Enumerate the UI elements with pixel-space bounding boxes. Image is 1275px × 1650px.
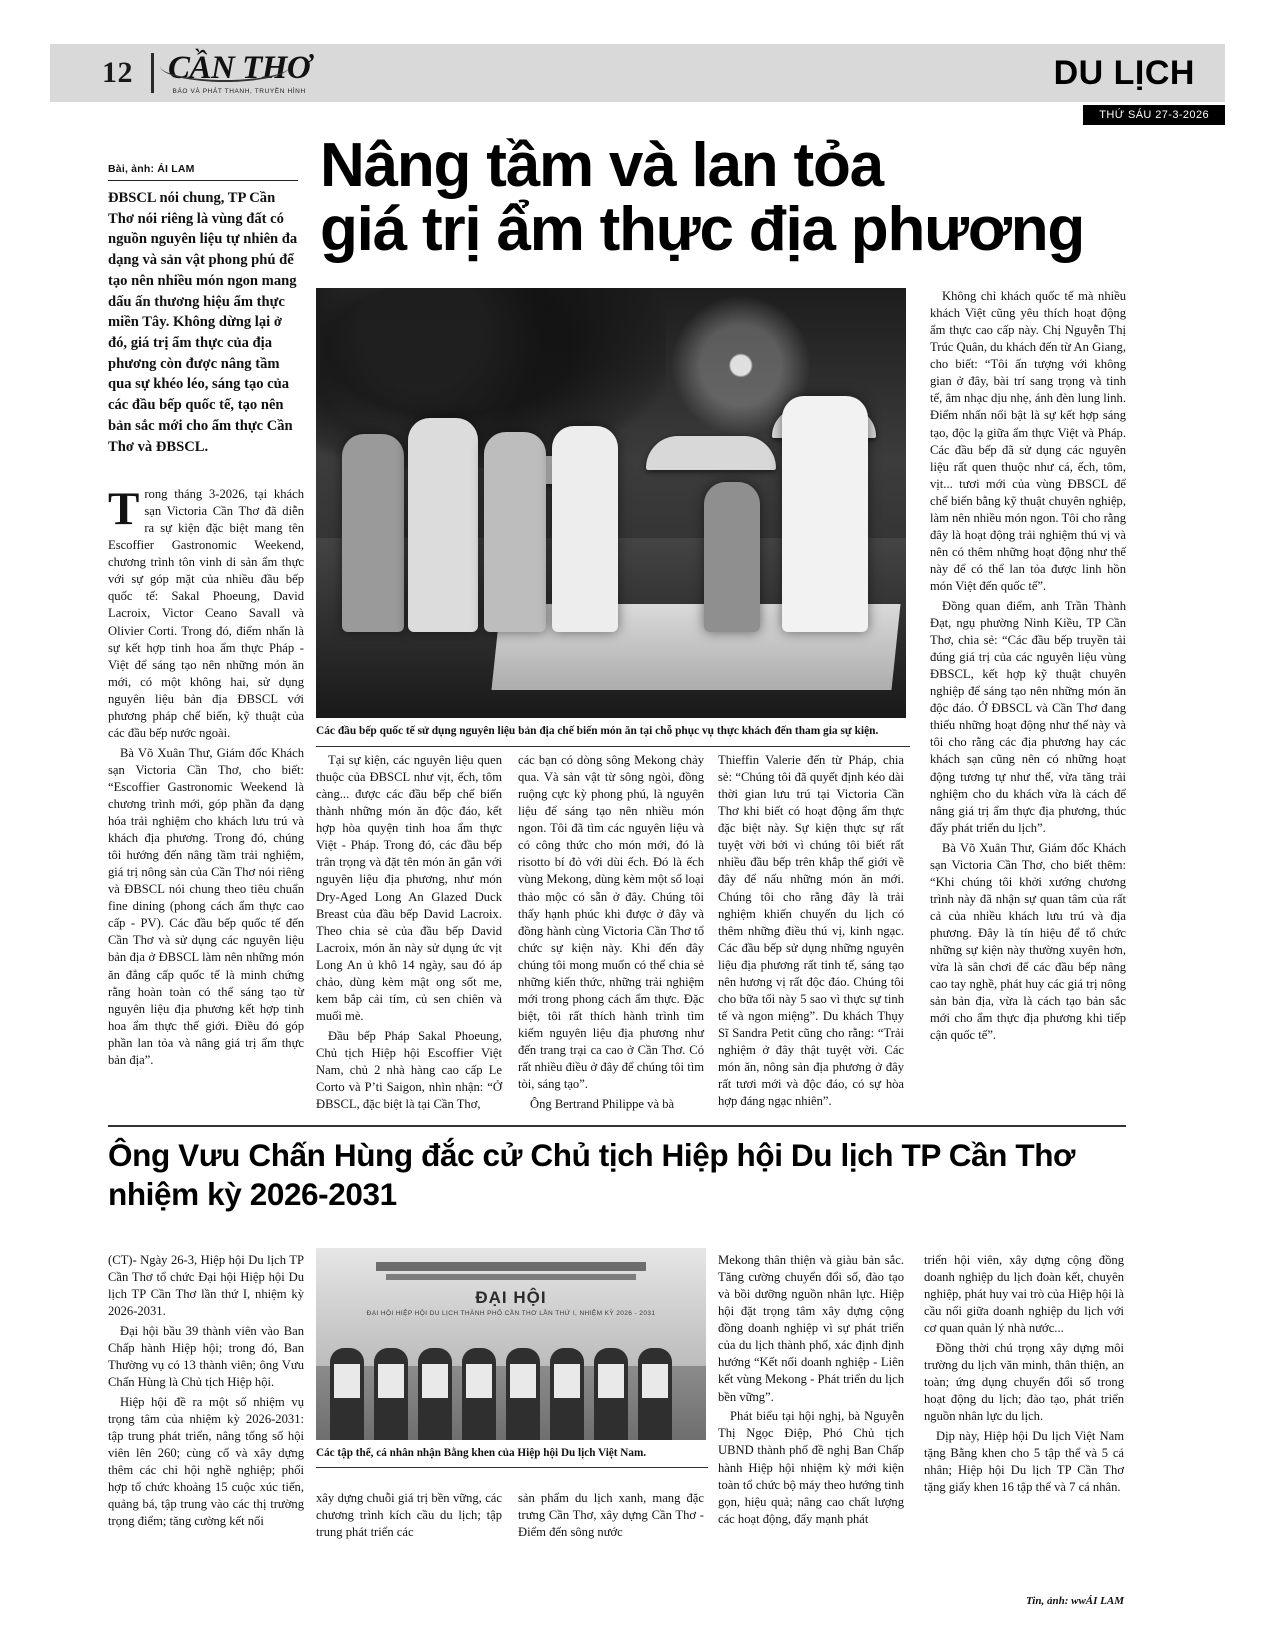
paragraph: các bạn có dòng sông Mekong chảy qua. Và sản vật từ sông ngòi, đồng ruộng cực kỳ phong phú, là nguyên liệu để sáng tạo nên nhiều món ngon. Tôi đã tìm các nguyên liệu và có công thức cho món mới, đó là risotto bí đỏ với dùi ếch. Đó là ếch vùng Mekong, dùng kèm một số loại thảo mộc có sẵn ở đây. Chúng tôi thấy hạnh phúc khi được ở đây và đồng hành cùng Victoria Cần Thơ tổ chức sự kiện này. Khi đến đây chúng tôi mong muốn có thể chia sẻ những kiến thức, những trải nghiệm mới trong phong cách ẩm thực. Đặc biệt, tôi rất thích hành trình tìm kiếm nguyên liệu địa phương như đến trang trại ca cao ở Cần Thơ. Có rất nhiều điều ở đây để chúng tôi tìm tòi, sáng tạo”.: [518, 753, 704, 1092]
paragraph: sản phẩm du lịch xanh, mang đặc trưng Cần Thơ, xây dựng Cần Thơ - Điểm đến sông nước: [518, 1491, 704, 1540]
article1-headline-line2: giá trị ẩm thực địa phương: [320, 194, 1085, 264]
photo2-person: [594, 1348, 628, 1440]
article1-column-2: [316, 752, 502, 1116]
photo2-banner-band: [386, 1274, 636, 1280]
paragraph: triển hội viên, xây dựng cộng đồng doanh nghiệp du lịch đoàn kết, chuyên nghiệp, phát huy vai trò của Hiệp hội là cầu nối giữa doanh nghiệp du lịch với cơ quan quản lý nhà nước...: [924, 1253, 1124, 1336]
article1-photo-caption: Các đầu bếp quốc tế sử dụng nguyên liệu bản địa chế biến món ăn tại chỗ phục vụ thực khách đến tham gia sự kiện.: [316, 724, 910, 747]
newspaper-logo: [168, 49, 311, 95]
article2-photo-caption: Các tập thể, cá nhân nhận Bằng khen của Hiệp hội Du lịch Việt Nam.: [316, 1446, 708, 1468]
photo2-person: [374, 1348, 408, 1440]
article2-column-2b: [518, 1490, 704, 1544]
photo2-person: [418, 1348, 452, 1440]
paragraph: Không chỉ khách quốc tế mà nhiều khách Việt cũng yêu thích hoạt động ẩm thực cao cấp này. Chị Nguyễn Thị Trúc Quân, du khách đến từ An Giang, cho biết: “Tôi ấn tượng với không gian ở đây, bài trí sang trọng và tinh tế, âm nhạc dịu nhẹ, ánh đèn lung linh. Điểm nhấn nổi bật là sự kết hợp sáng tạo, độc lạ giữa ẩm thực Việt và Pháp. Các đầu bếp đã sử dụng các nguyên liệu rất quen thuộc như cá, ếch, tôm, vịt... tươi mới của vùng ĐBSCL để chế biến bằng kỹ thuật chuyên nghiệp, làm nên nhiều món ngon. Tôi cho rằng đây là hoạt động trải nghiệm thú vị và nên có thêm những hoạt động như thế này để có thể lan tỏa được linh hồn món Việt đến quốc tế”.: [930, 289, 1126, 594]
article2-column-1: [108, 1252, 304, 1533]
paragraph: (CT)- Ngày 26-3, Hiệp hội Du lịch TP Cần Thơ tổ chức Đại hội Hiệp hội Du lịch TP Cần Thơ lần thứ I, nhiệm kỳ 2026-2031.: [108, 1253, 304, 1319]
paragraph: Phát biểu tại hội nghị, bà Nguyễn Thị Ngọc Điệp, Phó Chủ tịch UBND thành phố đề nghị Ban Chấp hành Hiệp hội nhiệm kỳ mới kiện toàn tổ chức bộ máy theo hướng tinh gọn, hiệu quả; nâng cao chất lượng các hoạt động, đẩy mạnh phát: [718, 1409, 904, 1526]
section-title: DU LỊCH: [1053, 53, 1195, 92]
article1-photo: [316, 288, 906, 718]
paragraph: Đồng thời chú trọng xây dựng môi trường du lịch văn minh, thân thiện, an toàn; ứng dụng chuyển đổi số trong hoạt động du lịch; đào tạo, phát triển nguồn nhân lực du lịch.: [924, 1341, 1124, 1424]
article1-column-1: [108, 483, 304, 1072]
article2-column-4: [924, 1252, 1124, 1499]
photo-person: [342, 434, 404, 632]
paragraph: Thieffin Valerie đến từ Pháp, chia sẻ: “Chúng tôi đã quyết định kéo dài thời gian lưu trú tại Victoria Cần Thơ khi biết có hoạt động ẩm thực đặc biệt này. Sự kiện thực sự rất tuyệt vời bởi vì chúng tôi biết rất nhiều đầu bếp trên khắp thế giới về đây để nấu những món ăn mới. Chúng tôi cho rằng đây là trải nghiệm khiến chuyến du lịch có thêm những điều thú vị, kinh ngạc. Các đầu bếp sử dụng những nguyên liệu địa phương rất tinh tế, sáng tạo nên hương vị rất độc đáo. Chúng tôi cho bữa tối này 5 sao vì thực sự tinh tế và ngon miệng”. Du khách Thụy Sĩ Sandra Petit cũng cho rằng: “Trải nghiệm ở đây thật tuyệt vời. Các món ăn, nông sản địa phương ở đây rất tươi mới và độc đáo, có sự hòa hợp đáng ngạc nhiên”.: [718, 753, 904, 1109]
page-number: 12: [102, 56, 133, 89]
paragraph: Bà Võ Xuân Thư, Giám đốc Khách sạn Victoria Cần Thơ, cho biết thêm: “Khi chúng tôi khởi xướng chương trình này đã nhận sự quan tâm của rất cả của nhiều khách lưu trú và địa phương. Đây là tín hiệu để tổ chức những sự kiện này thường xuyên hơn, vừa là sân chơi để các đầu bếp nâng cao tay nghề, phát huy các giá trị nông sản bản địa, vừa là cách tạo bản sắc mới cho ẩm thực địa phương khi tiếp cận quốc tế”.: [930, 840, 1126, 1043]
issue-date-badge: THỨ SÁU 27-3-2026: [1083, 105, 1225, 125]
article2-credit: Tin, ảnh: wwÁI LAM: [1025, 1595, 1124, 1607]
article1-lead: ĐBSCL nói chung, TP Cần Thơ nói riêng là vùng đất có nguồn nguyên liệu tự nhiên đa dạng và sản vật phong phú để tạo nên nhiều món ngon mang dấu ấn thương hiệu ẩm thực miền Tây. Không dừng lại ở đó, giá trị ẩm thực của địa phương còn được nâng tầm qua sự khéo léo, sáng tạo của các đầu bếp quốc tế, tạo nên bản sắc mới cho ẩm thực Cần Thơ và ĐBSCL.: [108, 190, 298, 455]
article2-column-2: [316, 1490, 502, 1544]
photo-person: [552, 426, 618, 632]
photo2-banner-subtitle: ĐẠI HỘI HIỆP HỘI DU LỊCH THÀNH PHỐ CẦN THƠ LẦN THỨ I, NHIỆM KỲ 2026 - 2031: [366, 1310, 656, 1317]
paragraph: Dịp này, Hiệp hội Du lịch Việt Nam tặng Bằng khen cho 5 tập thể và 5 cá nhân; Hiệp hội Du lịch TP Cần Thơ tặng giấy khen 16 tập thể và 7 cá nhân.: [924, 1429, 1124, 1495]
article2-headline-line1: Ông Vưu Chấn Hùng đắc cử Chủ tịch Hiệp hội Du lịch TP Cần Thơ: [108, 1137, 1076, 1173]
logo-subtitle: BÁO VÀ PHÁT THANH, TRUYỀN HÌNH: [172, 87, 306, 95]
photo2-banner-title: ĐẠI HỘI: [475, 1288, 547, 1307]
photo2-person: [506, 1348, 540, 1440]
paragraph: Tại sự kiện, các nguyên liệu quen thuộc của ĐBSCL như vịt, ếch, tôm càng... được các đầu bếp chế biến thành những món ăn độc đáo, kết hợp hòa quyện tinh hoa ẩm thực Việt - Pháp. Trong đó, các đầu bếp trân trọng và đặt tên món ăn gắn với nguyên liệu địa phương, như món Dry-Aged Long An Glazed Duck Breast của đầu bếp David Lacroix. Theo chia sẻ của đầu bếp David Lacroix, món ăn này sử dụng ức vịt Long An ủ khô 14 ngày, sau đó áp chảo, dùng kèm mật ong sốt me, kem bắp cải tím, củ sen chiên và muối mè.: [316, 753, 502, 1023]
article1-column-3: [518, 752, 704, 1116]
article1-byline: Bài, ảnh: ÁI LAM: [108, 163, 298, 181]
article2-headline: [108, 1136, 1128, 1213]
paragraph: Mekong thân thiện và giàu bản sắc. Tăng cường chuyển đổi số, đào tạo và bồi dưỡng nguồn nhân lực. Hiệp hội đặt trọng tâm xây dựng cộng đồng doanh nghiệp vì sự phát triển của du lịch thành phố, xác định định hướng “Kết nối doanh nghiệp - Liên kết vùng Mekong - Phát triển du lịch bền vững”.: [718, 1253, 904, 1404]
article1-headline: [320, 131, 1220, 264]
photo2-person: [638, 1348, 672, 1440]
article1-headline-line1: Nâng tầm và lan tỏa: [320, 131, 883, 200]
photo-chef: [782, 396, 868, 632]
paragraph: Hiệp hội đề ra một số nhiệm vụ trọng tâm của nhiệm kỳ 2026-2031: tập trung phát triển, nâng tổng số hội viên lên 260; cùng cố và xây dựng thêm các chi hội nghề nghiệp; phối hợp tổ chức khoảng 15 cuộc xúc tiến, quảng bá, tập trung vào các thị trường trọng điểm; tăng cường kết nối: [108, 1395, 304, 1529]
photo-person: [484, 432, 546, 632]
article1-column-4: [718, 752, 904, 1113]
paragraph: Đại hội bầu 39 thành viên vào Ban Chấp hành Hiệp hội; trong đó, Ban Thường vụ có 13 thành viên; ông Vưu Chấn Hùng là Chủ tịch Hiệp hội.: [108, 1324, 304, 1390]
logo-title: CẦN THƠ: [168, 49, 311, 86]
paragraph: Trong tháng 3-2026, tại khách sạn Victoria Cần Thơ đã diễn ra sự kiện đặc biệt mang tên Escoffier Gastronomic Weekend, chương trình tôn vinh di sản ẩm thực với sự góp mặt của nhiều đầu bếp quốc tế: Sakal Phoeung, David Lacroix, Victor Ceano Savall và Olivier Corti. Trong đó, điểm nhấn là sự kết hợp tinh hoa ẩm thực Pháp - Việt để sáng tạo nên những món ăn mới, có một không hai, sử dụng nguyên liệu bản địa ĐBSCL với phương pháp chế biến, kỹ thuật của các đầu bếp nước ngoài.: [108, 483, 304, 740]
article2-photo: [316, 1248, 706, 1440]
photo-person: [704, 482, 760, 632]
paragraph: Ông Bertrand Philippe và bà: [530, 1097, 675, 1112]
paragraph: Đầu bếp Pháp Sakal Phoeung, Chủ tịch Hiệp hội Escoffier Việt Nam, chủ 2 nhà hàng cao cấp Le Corto và P’ti Saigon, nhìn nhận: “Ở ĐBSCL, đặc biệt là tại Cần Thơ,: [316, 1028, 502, 1112]
masthead: [50, 44, 1225, 102]
photo2-banner-band: [376, 1262, 646, 1271]
article2-column-3: [718, 1252, 904, 1531]
paragraph: Bà Võ Xuân Thư, Giám đốc Khách sạn Victoria Cần Thơ, cho biết: “Escoffier Gastronomic Weekend là chương trình mới, góp phần đa dạng hóa trải nghiệm cho khách lưu trú và khách địa phương. Trong đó, chúng tôi hướng đến nâng tầm trải nghiệm, giá trị nông sản của Cần Thơ nói riêng và ĐBSCL nói chung theo tiêu chuẩn fine dining (phong cách ẩm thực cao cấp - PV). Các đầu bếp quốc tế đến Cần Thơ và sử dụng các nguyên liệu bản địa ở ĐBSCL làm nên những món ăn đẳng cấp quốc tế là minh chứng rằng hoàn toàn có thể sáng tạo từ nguyên liệu địa phương kết hợp tinh hoa ẩm thực thế giới. Điều đó góp phần lan tỏa và nâng giá trị ẩm thực bản địa”.: [108, 745, 304, 1067]
paragraph: Đồng quan điểm, anh Trần Thành Đạt, ngụ phường Ninh Kiều, TP Cần Thơ, chia sẻ: “Các đầu bếp truyền tải đúng giá trị của các nguyên liệu vùng ĐBSCL, kết hợp kỹ thuật chuyên nghiệp để sáng tạo nên những món ăn độc đáo. Ở ĐBSCL và Cần Thơ đang thiếu những hoạt động như thế này và tôi cho rằng các địa phương hay các khách sạn cũng nên có những hoạt động tương tự như thế, vừa tăng trải nghiệm cho du khách vừa là cách để nâng giá trị ẩm thực địa phương, thúc đẩy phát triển du lịch”.: [930, 598, 1126, 835]
photo2-person: [330, 1348, 364, 1440]
photo-person: [408, 418, 478, 632]
photo2-person: [462, 1348, 496, 1440]
article2-headline-line2: nhiệm kỳ 2026-2031: [108, 1175, 397, 1212]
section-divider: [108, 1125, 1126, 1127]
photo-umbrella: [646, 436, 776, 470]
photo2-person: [550, 1348, 584, 1440]
masthead-divider: [151, 53, 154, 93]
article1-column-5: [930, 288, 1126, 1047]
paragraph: xây dựng chuỗi giá trị bền vững, các chương trình kích cầu du lịch; tập trung phát triển các: [316, 1491, 502, 1540]
